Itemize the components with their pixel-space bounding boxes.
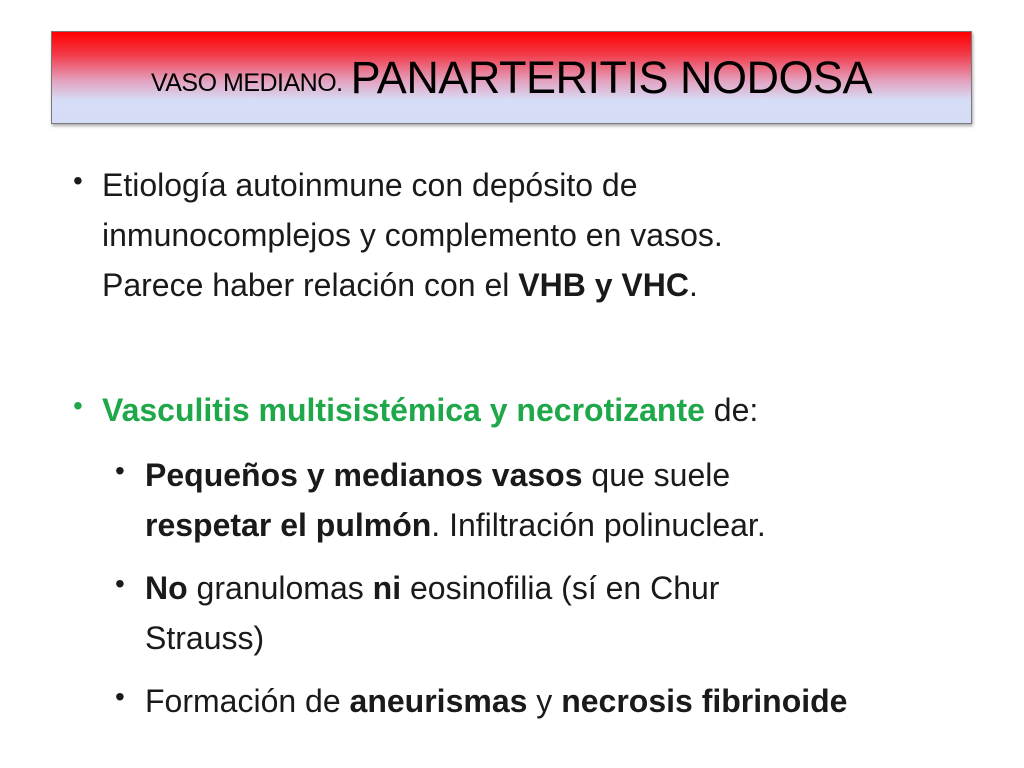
bullet-etiologia-line3: [102, 260, 698, 310]
bullet-point-icon: •: [115, 455, 125, 486]
text-segment: Parece haber relación con el: [102, 267, 519, 303]
bullet-point-icon: •: [115, 681, 125, 712]
text-segment: que suele: [582, 457, 731, 493]
text-segment: eosinofilia (sí en Chur: [401, 570, 720, 606]
bold-segment: Pequeños y medianos vasos: [145, 457, 583, 493]
bold-segment: VHB y VHC: [518, 267, 689, 303]
subbullet-vasos-line2: [145, 500, 766, 550]
bullet-point-icon: •: [73, 165, 83, 196]
highlight-segment: Vasculitis multisistémica y necrotizante: [102, 392, 705, 428]
subbullet-vasos-line1: [145, 450, 730, 500]
bold-segment: respetar el pulmón: [145, 507, 432, 543]
bullet-point-icon: •: [115, 568, 125, 599]
subbullet-granulomas-line1: [145, 563, 719, 613]
bullet-etiologia-line1: Etiología autoinmune con depósito de: [102, 167, 638, 203]
bullet-point-icon: •: [73, 390, 83, 421]
bullet-etiologia-line2: inmunocomplejos y complemento en vasos.: [102, 217, 723, 253]
subbullet-aneurismas: [145, 676, 847, 726]
title-main: PANARTERITIS NODOSA: [350, 51, 873, 103]
text-segment: . Infiltración polinuclear.: [431, 507, 766, 543]
text-segment: .: [688, 267, 698, 303]
bullet-vasculitis: [102, 385, 758, 435]
text-segment: granulomas: [187, 570, 373, 606]
text-segment: Formación de: [145, 683, 350, 719]
bold-segment: ni: [372, 570, 402, 606]
subbullet-granulomas-line2: Strauss): [145, 620, 265, 656]
text-segment: de:: [704, 392, 759, 428]
bold-segment: aneurismas: [349, 683, 528, 719]
text-segment: y: [527, 683, 562, 719]
bold-segment: No: [145, 570, 188, 606]
title-prefix: VASO MEDIANO.: [150, 69, 343, 97]
bold-segment: necrosis fibrinoide: [561, 683, 848, 719]
